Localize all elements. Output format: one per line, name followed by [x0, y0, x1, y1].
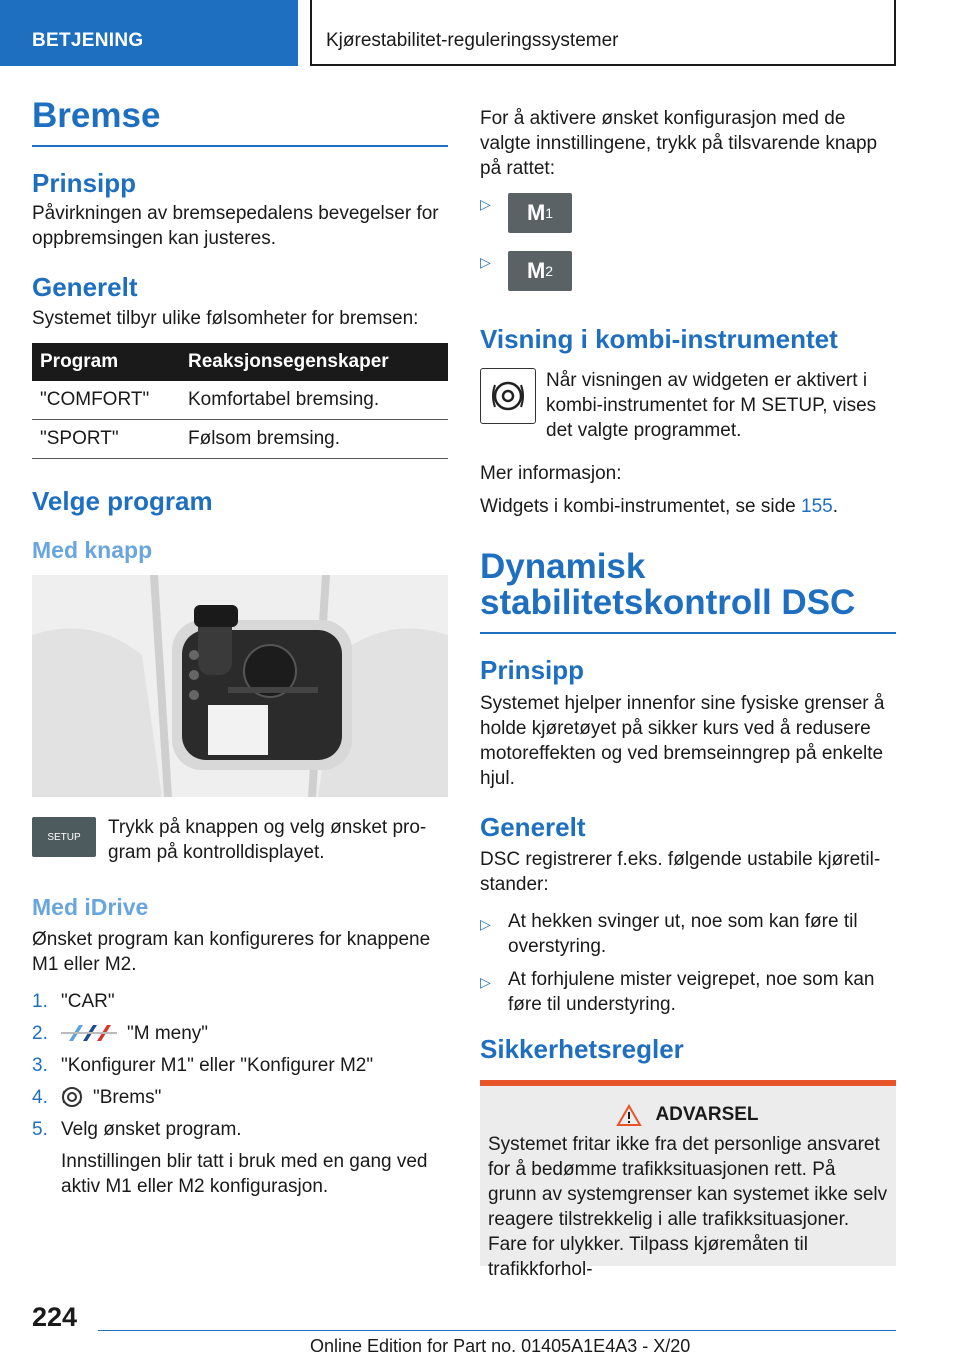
- heading-med-knapp: Med knapp: [32, 537, 153, 564]
- list-item: [32, 1085, 448, 1110]
- setup-button-label: SETUP: [47, 831, 81, 843]
- step-text: "CAR": [61, 990, 115, 1012]
- footer-divider: [98, 1330, 896, 1331]
- triangle-bullet-icon: ▷: [480, 916, 491, 933]
- widgets-reference: [480, 494, 896, 519]
- list-item: [32, 1117, 448, 1199]
- brake-icon: [61, 1086, 83, 1108]
- step-number: 4.: [32, 1086, 48, 1108]
- m2-sup: 2: [545, 263, 554, 279]
- table-row: [32, 381, 448, 420]
- step-extra-text: Innstillingen blir tatt i bruk med en gang ved aktiv M1 eller M2 konfigurasjon.: [61, 1150, 428, 1197]
- bullet-text: At hekken svinger ut, noe som kan føre til overstyring.: [508, 911, 858, 958]
- left-column: [32, 98, 448, 1206]
- m1-button[interactable]: [508, 193, 572, 233]
- widgets-text: Widgets i kombi-instrumentet, se side: [480, 495, 802, 517]
- table-cell: "SPORT": [32, 420, 180, 459]
- step-number: 1.: [32, 990, 48, 1012]
- section-title-dsc: Dynamisk stabilitetskontroll DSC: [480, 549, 896, 635]
- page-link-155[interactable]: 155: [801, 495, 833, 517]
- table-cell: Komfortabel bremsing.: [180, 381, 448, 420]
- activate-intro: For å aktivere ønsket konfigurasjon med de valgte innstillingene, trykk på tilsvarende knapp på rattet:: [480, 108, 878, 179]
- step-text: "Brems": [93, 1086, 162, 1108]
- right-column: [480, 106, 896, 1280]
- page-header: [0, 0, 960, 66]
- list-item: [480, 909, 896, 959]
- heading-visning: Visning i kombi-instrumentet: [480, 324, 838, 354]
- warning-title: ADVARSEL: [655, 1103, 759, 1125]
- triangle-bullet-icon: ▷: [480, 254, 491, 270]
- mer-info: Mer informasjon:: [480, 462, 622, 484]
- list-item: [32, 1053, 448, 1078]
- table-header-row: [32, 343, 448, 381]
- m2-button[interactable]: [508, 251, 572, 291]
- setup-button[interactable]: [32, 817, 96, 857]
- table-cell: Følsom bremsing.: [180, 420, 448, 459]
- step-number: 5.: [32, 1118, 48, 1140]
- m1-label: M: [526, 200, 546, 225]
- table-cell: "COMFORT": [32, 381, 180, 420]
- dsc-prinsipp-text: Systemet hjelper innenfor sine fysiske grenser å holde kjøretøyet på sikker kurs ved å redusere motoreffekten og ved bremseinngrep på enkelte hjul.: [480, 692, 885, 789]
- step-text: "Konfigurer M1" eller "Konfigurer M2": [61, 1054, 374, 1076]
- widget-brake-icon: [480, 368, 536, 424]
- m2-row: [480, 251, 896, 291]
- m2-label: M: [526, 258, 546, 283]
- step-text: Velg ønsket program.: [61, 1118, 242, 1140]
- visning-block: [480, 368, 896, 443]
- heading-sikkerhetsregler: Sikkerhetsregler: [480, 1034, 684, 1065]
- table-header-cell: Program: [32, 343, 180, 381]
- warning-box: [480, 1080, 896, 1280]
- visning-text: Når visningen av widgeten er aktivert i kombi-instrumentet for M SETUP, vises det valgte programmet.: [546, 369, 877, 441]
- program-table: [32, 343, 448, 460]
- setup-instruction: Trykk på knappen og velg ønsket program på kontrolldisplayet.: [108, 817, 427, 864]
- step-number: 3.: [32, 1054, 48, 1076]
- instability-list: [480, 909, 896, 1017]
- table-row: [32, 420, 448, 459]
- prinsipp-text: Påvirkningen av bremsepedalens bevegelser for oppbremsingen kan justeres.: [32, 203, 439, 250]
- edition-text: Online Edition for Part no. 01405A1E4A3 - X/20: [310, 1336, 691, 1356]
- bullet-text: At forhjulene mister veigrepet, noe som kan føre til understyring.: [508, 969, 875, 1016]
- step-text: "M meny": [127, 1022, 209, 1044]
- section-title-bremse: Bremse: [32, 98, 448, 147]
- triangle-bullet-icon: ▷: [480, 974, 491, 991]
- table-header-cell: Reaksjonsegenskaper: [180, 343, 448, 381]
- generelt-text: Systemet tilbyr ulike følsomheter for bremsen:: [32, 307, 419, 329]
- section-label: BETJENING: [0, 0, 298, 66]
- heading-prinsipp-dsc: Prinsipp: [480, 655, 585, 686]
- heading-prinsipp: Prinsipp: [32, 167, 137, 198]
- warning-triangle-icon: [617, 1104, 641, 1126]
- heading-med-idrive: Med iDrive: [32, 894, 149, 921]
- setup-button-row: [32, 815, 448, 865]
- page-number: 224: [32, 1302, 78, 1332]
- list-item: [32, 1021, 448, 1046]
- brake-disc-icon: [489, 377, 527, 415]
- m1-sup: 1: [545, 205, 554, 221]
- step-number: 2.: [32, 1022, 48, 1044]
- m-stripes-icon: [61, 1024, 117, 1042]
- warning-title-row: [488, 1104, 888, 1126]
- dsc-generelt-text: DSC registrerer f.eks. følgende ustabile kjøretilstander:: [480, 849, 881, 896]
- m1-row: [480, 193, 896, 233]
- center-console-illustration: [32, 575, 448, 797]
- idrive-steps: [32, 989, 448, 1199]
- chapter-title: Kjørestabilitet-reguleringssystemer: [310, 0, 896, 66]
- triangle-bullet-icon: ▷: [480, 196, 491, 212]
- widgets-period: .: [832, 495, 838, 517]
- heading-generelt: Generelt: [32, 272, 138, 303]
- heading-velge-program: Velge program: [32, 486, 213, 517]
- idrive-text: Ønsket program kan konfigureres for knappene M1 eller M2.: [32, 928, 431, 975]
- heading-generelt-dsc: Generelt: [480, 811, 586, 842]
- center-console-image: [32, 575, 448, 797]
- warning-text: Systemet fritar ikke fra det personlige ansvaret for å bedømme trafikksituasjonen rett. På grunn av systemgrenser kan systemet ikke selv reagere tilstrekkelig i alle trafikksituasjoner. Fare for ulykker. Tilpass kjøremåten til trafikkforhol-: [488, 1133, 888, 1280]
- list-item: [480, 967, 896, 1017]
- list-item: [32, 989, 448, 1014]
